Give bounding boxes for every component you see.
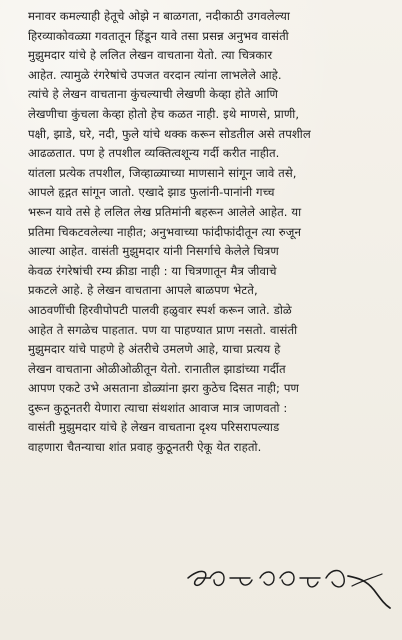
- text-line-17: आहेत ते सगळेच पाहतात. पण या पाहण्यात प्राण नसतो. वासंती: [28, 322, 298, 337]
- text-line-13: आल्या आहेत. वासंती मुझुमदार यांनी निसर्गाचे केलेले चित्रण: [28, 244, 279, 259]
- text-line-9: यांतला प्रत्येक तपशील, जिव्हाळ्याच्या माणसाने सांगून जावे तसे,: [28, 165, 297, 180]
- text-line-14: केवळ रंगरेषांची रम्य क्रीडा नाही : या चित्रणातून मैत्र जीवाचे: [28, 263, 277, 278]
- text-line-6: लेखणीचा कुंचला केव्हा होतो हेच कळत नाही. इथे माणसे, प्राणी,: [28, 106, 300, 121]
- text-line-16: आठवणींची हिरवीपोपटी पालवी हळुवार स्पर्श करून जाते. डोळे: [28, 302, 292, 317]
- text-line-10: आपले हृद्गत सांगून जातो. एखादे झाड फुलांनी-पानांनी गच्च: [28, 185, 275, 200]
- text-line-12: प्रतिमा चिकटवलेल्या नाहीत; अनुभवाच्या फांदीफांदीतून त्या रुजून: [28, 224, 302, 239]
- text-line-4: आहेत. त्यामुळे रंगरेषांचे उपजत वरदान त्यांना लाभलेले आहे.: [28, 67, 282, 82]
- text-line-23: वाहणारा चैतन्याचा शांत प्रवाह कुठूनतरी ऐकू येत राहतो.: [28, 440, 262, 455]
- text-line-11: भरून यावे तसे हे ललित लेख प्रतिमांनी बहरून आलेले आहेत. या: [28, 204, 302, 219]
- text-line-7: पक्षी, झाडे, घरे, नदी, फुले यांचे थक्क करून सोडतील असे तपशील: [28, 126, 311, 141]
- text-line-1: मनावर कमल्याही हेतूचे ओझे न बाळगता, नदीकाठी उगवलेल्या: [28, 9, 290, 23]
- text-line-20: आपण एकटे उभे असताना डोळ्यांना झरा कुठेच दिसत नाही; पण: [28, 381, 299, 396]
- signature: [180, 560, 400, 615]
- text-line-3: मुझुमदार यांचे हे ललित लेखन वाचताना येतो. त्या चित्रकार: [28, 48, 273, 63]
- text-line-22: वासंती मुझुमदार यांचे हे लेखन वाचताना दृश्य परिसरापल्याड: [28, 420, 280, 435]
- text-line-18: मुझुमदार यांचे पाहणे हे अंतरीचे उमलणे आहे, याचा प्रत्यय हे: [28, 342, 281, 357]
- text-line-2: हिरव्याकोवळ्या गवतातून हिंडून यावे तसा प्रसन्न अनुभव वासंती: [28, 28, 289, 43]
- body-text: [28, 7, 388, 458]
- text-line-8: आढळतात. पण हे तपशील व्यक्तित्वशून्य गर्दी करीत नाहीत.: [28, 146, 280, 161]
- text-line-19: लेखन वाचताना ओळीओळीतून येतो. रानातील झाडांच्या गर्दीत: [28, 361, 286, 376]
- text-line-5: त्यांचे हे लेखन वाचताना कुंचल्याची लेखणी केव्हा होते आणि: [28, 87, 278, 102]
- handwritten-signature: [180, 560, 400, 615]
- text-line-21: दुरून कुठूनतरी येणारा त्याचा संथशांत आवाज मात्र जाणवतो :: [28, 400, 288, 415]
- text-line-15: प्रकटले आहे. हे लेखन वाचताना आपले बाळपण भेटते,: [28, 283, 258, 298]
